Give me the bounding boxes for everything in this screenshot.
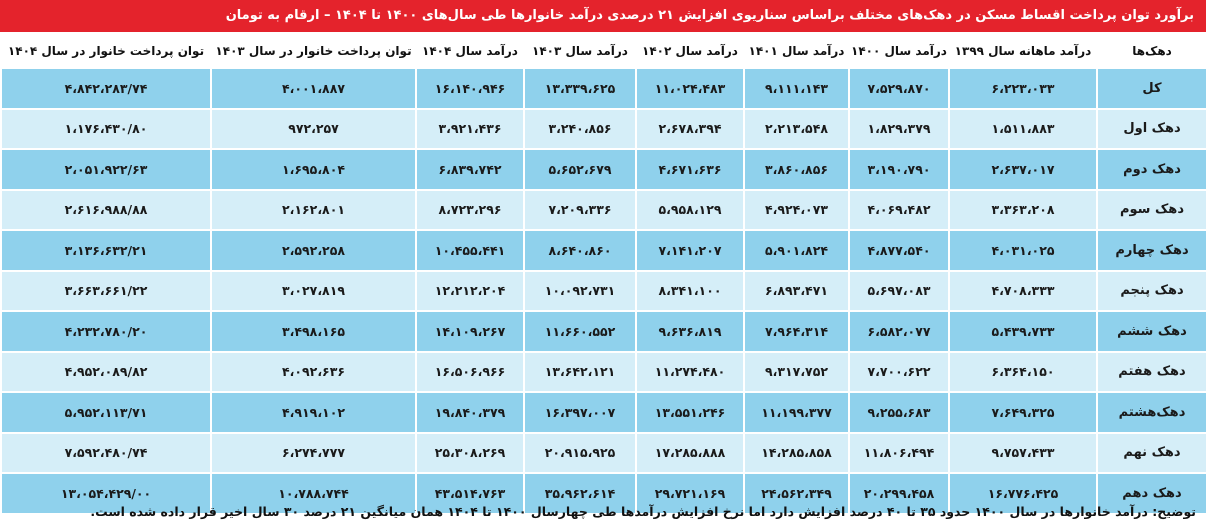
table-cell: ۴،۶۷۱،۶۳۶: [635, 148, 743, 189]
table-cell: ۹،۲۵۵،۶۸۳: [848, 391, 948, 432]
table-cell: ۱۹،۸۴۰،۳۷۹: [415, 391, 523, 432]
table-cell: ۲۹،۷۲۱،۱۶۹: [635, 472, 743, 513]
table-cell: ۶،۲۷۴،۷۷۷: [210, 432, 415, 473]
table-cell: ۴،۸۴۲،۲۸۳/۷۴: [0, 67, 210, 108]
table-cell: ۲۰،۲۹۹،۴۵۸: [848, 472, 948, 513]
table-cell: ۴،۰۰۱،۸۸۷: [210, 67, 415, 108]
header-cell: درآمد سال ۱۴۰۳: [523, 34, 635, 67]
table-cell: ۱۰،۷۸۸،۷۴۴: [210, 472, 415, 513]
table-cell: ۲۰،۹۱۵،۹۲۵: [523, 432, 635, 473]
table-cell: ۳،۱۳۶،۶۳۲/۲۱: [0, 229, 210, 270]
table-cell: ۹،۷۵۷،۴۳۳: [948, 432, 1096, 473]
row-label: دهک‌هشتم: [1096, 391, 1206, 432]
table-cell: ۳،۹۲۱،۴۳۶: [415, 108, 523, 149]
row-label: کل: [1096, 67, 1206, 108]
table-cell: ۳،۸۶۰،۸۵۶: [743, 148, 848, 189]
table-cell: ۷،۲۰۹،۳۳۶: [523, 189, 635, 230]
table-cell: ۵،۶۵۲،۶۷۹: [523, 148, 635, 189]
table-cell: ۱۰،۰۹۲،۷۳۱: [523, 270, 635, 311]
table-cell: ۳،۴۹۸،۱۶۵: [210, 310, 415, 351]
table-cell: ۶،۳۶۴،۱۵۰: [948, 351, 1096, 392]
table-cell: ۲،۲۱۳،۵۴۸: [743, 108, 848, 149]
table-cell: ۹،۶۳۶،۸۱۹: [635, 310, 743, 351]
table-cell: ۲،۵۹۲،۲۵۸: [210, 229, 415, 270]
table-cell: ۵،۹۰۱،۸۲۴: [743, 229, 848, 270]
table-cell: ۱۴،۲۸۵،۸۵۸: [743, 432, 848, 473]
table-cell: ۱۱،۸۰۶،۴۹۴: [848, 432, 948, 473]
table-cell: ۳،۱۹۰،۷۹۰: [848, 148, 948, 189]
table-cell: ۱،۸۲۹،۳۷۹: [848, 108, 948, 149]
row-label: دهک اول: [1096, 108, 1206, 149]
row-label: دهک ششم: [1096, 310, 1206, 351]
table-cell: ۷،۶۴۹،۳۲۵: [948, 391, 1096, 432]
table-row: [0, 270, 1206, 311]
row-label: دهک پنجم: [1096, 270, 1206, 311]
table-cell: ۸،۳۴۱،۱۰۰: [635, 270, 743, 311]
table-cell: ۱۱،۲۷۴،۴۸۰: [635, 351, 743, 392]
table-cell: ۴،۹۲۴،۰۷۳: [743, 189, 848, 230]
header-cell: درآمد سال ۱۴۰۴: [415, 34, 523, 67]
table-cell: ۱۳،۰۵۴،۴۲۹/۰۰: [0, 472, 210, 513]
table-cell: ۲،۶۱۶،۹۸۸/۸۸: [0, 189, 210, 230]
table-cell: ۱۳،۵۵۱،۲۴۶: [635, 391, 743, 432]
table-cell: ۱۶،۵۰۶،۹۶۶: [415, 351, 523, 392]
header-cell: درآمد ماهانه سال ۱۳۹۹: [948, 34, 1096, 67]
table-cell: ۲،۶۳۷،۰۱۷: [948, 148, 1096, 189]
table-row: [0, 108, 1206, 149]
header-cell: درآمد سال ۱۴۰۲: [635, 34, 743, 67]
table-row: [0, 310, 1206, 351]
table-cell: ۱۱،۱۹۹،۳۷۷: [743, 391, 848, 432]
table-cell: ۹،۳۱۷،۷۵۲: [743, 351, 848, 392]
footnote: توضیح: درآمد خانوارها در سال ۱۴۰۰ حدود ۳۵ تا ۴۰ درصد افزایش دارد اما نرخ افزایش درآمدها طی چهارسال ۱۴۰۰ تا ۱۴۰۴ همان میانگین ۲۱ درصد ۳۰ سال اخیر قرار داده شده است.: [90, 504, 1196, 519]
table-row: [0, 189, 1206, 230]
table-cell: ۴،۸۷۷،۵۴۰: [848, 229, 948, 270]
row-label: دهک دهم: [1096, 472, 1206, 513]
table-row: [0, 67, 1206, 108]
header-cell: توان پرداخت خانوار در سال ۱۴۰۴: [0, 34, 210, 67]
table-cell: ۷،۹۶۴،۳۱۴: [743, 310, 848, 351]
table-cell: ۴،۹۵۲،۰۸۹/۸۲: [0, 351, 210, 392]
table-row: [0, 148, 1206, 189]
table-cell: ۳۵،۹۶۲،۶۱۴: [523, 472, 635, 513]
table-cell: ۶،۲۲۳،۰۳۳: [948, 67, 1096, 108]
header-cell: توان پرداخت خانوار در سال ۱۴۰۳: [210, 34, 415, 67]
income-table: [0, 34, 1206, 513]
table-cell: ۶،۵۸۲،۰۷۷: [848, 310, 948, 351]
table-cell: ۱۶،۷۷۶،۴۲۵: [948, 472, 1096, 513]
table-cell: ۱۲،۲۱۲،۲۰۴: [415, 270, 523, 311]
table-cell: ۲،۱۶۲،۸۰۱: [210, 189, 415, 230]
table-row: [0, 391, 1206, 432]
row-label: دهک نهم: [1096, 432, 1206, 473]
row-label: دهک هفتم: [1096, 351, 1206, 392]
table-cell: ۵،۴۳۹،۷۳۳: [948, 310, 1096, 351]
table-cell: ۴،۹۱۹،۱۰۲: [210, 391, 415, 432]
table-cell: ۵،۹۵۲،۱۱۳/۷۱: [0, 391, 210, 432]
table-cell: ۱۷،۲۸۵،۸۸۸: [635, 432, 743, 473]
table-cell: ۲۴،۵۶۲،۳۴۹: [743, 472, 848, 513]
table-cell: ۷،۵۹۲،۴۸۰/۷۴: [0, 432, 210, 473]
table-cell: ۱،۱۷۶،۴۳۰/۸۰: [0, 108, 210, 149]
table-cell: ۴،۰۶۹،۴۸۲: [848, 189, 948, 230]
table-cell: ۲،۰۵۱،۹۲۲/۶۳: [0, 148, 210, 189]
row-label: دهک دوم: [1096, 148, 1206, 189]
page-title: برآورد توان پرداخت اقساط مسکن در دهک‌های مختلف براساس سناریوی افزایش ۲۱ درصدی درآمد خانوارها طی سال‌های ۱۴۰۰ تا ۱۴۰۴ – ارقام به تومان: [0, 0, 1206, 32]
table-cell: ۸،۷۲۳،۲۹۶: [415, 189, 523, 230]
table-cell: ۷،۷۰۰،۶۲۲: [848, 351, 948, 392]
table-cell: ۶،۸۳۹،۷۴۲: [415, 148, 523, 189]
header-cell: درآمد سال ۱۴۰۰: [848, 34, 948, 67]
table-cell: ۲۵،۳۰۸،۲۶۹: [415, 432, 523, 473]
table-cell: ۲،۶۷۸،۳۹۴: [635, 108, 743, 149]
table-cell: ۱،۵۱۱،۸۸۳: [948, 108, 1096, 149]
table-row: [0, 229, 1206, 270]
table-cell: ۸،۶۴۰،۸۶۰: [523, 229, 635, 270]
table-cell: ۴،۷۰۸،۳۳۳: [948, 270, 1096, 311]
table-cell: ۵،۹۵۸،۱۲۹: [635, 189, 743, 230]
table-cell: ۱۱،۶۶۰،۵۵۲: [523, 310, 635, 351]
table-row: [0, 432, 1206, 473]
table-cell: ۷،۵۲۹،۸۷۰: [848, 67, 948, 108]
table-cell: ۴،۰۹۲،۶۳۶: [210, 351, 415, 392]
table-cell: ۴،۲۳۲،۷۸۰/۲۰: [0, 310, 210, 351]
table-cell: ۷،۱۴۱،۲۰۷: [635, 229, 743, 270]
table-cell: ۶،۸۹۳،۴۷۱: [743, 270, 848, 311]
header-cell: درآمد سال ۱۴۰۱: [743, 34, 848, 67]
table-cell: ۱۳،۳۳۹،۶۲۵: [523, 67, 635, 108]
table-cell: ۴،۰۳۱،۰۲۵: [948, 229, 1096, 270]
table-cell: ۴۳،۵۱۴،۷۶۳: [415, 472, 523, 513]
table-cell: ۱۰،۴۵۵،۴۴۱: [415, 229, 523, 270]
table-cell: ۵،۶۹۷،۰۸۳: [848, 270, 948, 311]
table-cell: ۳،۶۶۳،۶۶۱/۲۲: [0, 270, 210, 311]
table-cell: ۱۳،۶۴۲،۱۲۱: [523, 351, 635, 392]
row-label: دهک چهارم: [1096, 229, 1206, 270]
table-header-row: [0, 34, 1206, 67]
table-cell: ۱۶،۳۹۷،۰۰۷: [523, 391, 635, 432]
table-cell: ۱۱،۰۲۴،۴۸۳: [635, 67, 743, 108]
table-cell: ۳،۲۴۰،۸۵۶: [523, 108, 635, 149]
table-cell: ۳،۳۶۳،۲۰۸: [948, 189, 1096, 230]
table-cell: ۱۶،۱۴۰،۹۴۶: [415, 67, 523, 108]
row-label: دهک سوم: [1096, 189, 1206, 230]
table-row: [0, 351, 1206, 392]
table-cell: ۳،۰۲۷،۸۱۹: [210, 270, 415, 311]
table-cell: ۹۷۲،۲۵۷: [210, 108, 415, 149]
table-cell: ۱۴،۱۰۹،۲۶۷: [415, 310, 523, 351]
table-cell: ۱،۶۹۵،۸۰۴: [210, 148, 415, 189]
header-cell: دهک‌ها: [1096, 34, 1206, 67]
table-cell: ۹،۱۱۱،۱۴۳: [743, 67, 848, 108]
